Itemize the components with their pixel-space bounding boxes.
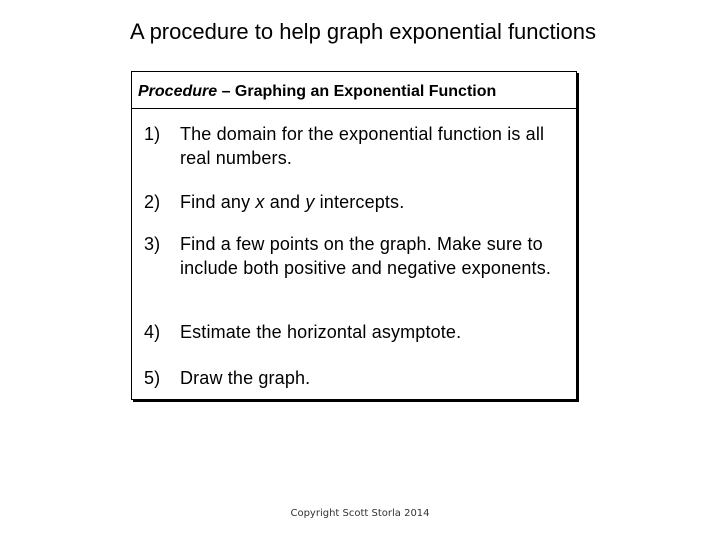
step-4 [144,320,569,344]
procedure-box [131,71,577,400]
step-text-part: and [264,192,306,212]
step-number: 4) [144,322,161,342]
step-1 [144,122,569,170]
step-text-part: Find any [180,192,256,212]
procedure-header-italic: Procedure [138,83,218,100]
procedure-header-title: – Graphing an Exponential Function [217,83,497,100]
step-number: 2) [144,192,161,212]
slide-title: A procedure to help graph exponential functions [130,19,596,44]
step-text: The domain for the exponential function is all real numbers. [180,124,545,168]
step-5 [144,366,569,390]
step-2 [144,190,569,214]
step-number: 5) [144,368,161,388]
step-3 [144,232,569,280]
step-text: Find a few points on the graph. Make sure to include both positive and negative exponents. [180,234,552,278]
step-text-var-y: y [305,192,315,212]
step-number: 1) [144,124,161,144]
step-text [180,190,569,214]
copyright-footer: Copyright Scott Storla 2014 [290,508,430,519]
step-number: 3) [144,234,161,254]
steps-list [132,72,576,399]
step-text-part: intercepts. [314,192,405,212]
step-text-var-x: x [255,192,265,212]
step-text: Estimate the horizontal asymptote. [180,322,462,342]
step-text: Draw the graph. [180,368,311,388]
